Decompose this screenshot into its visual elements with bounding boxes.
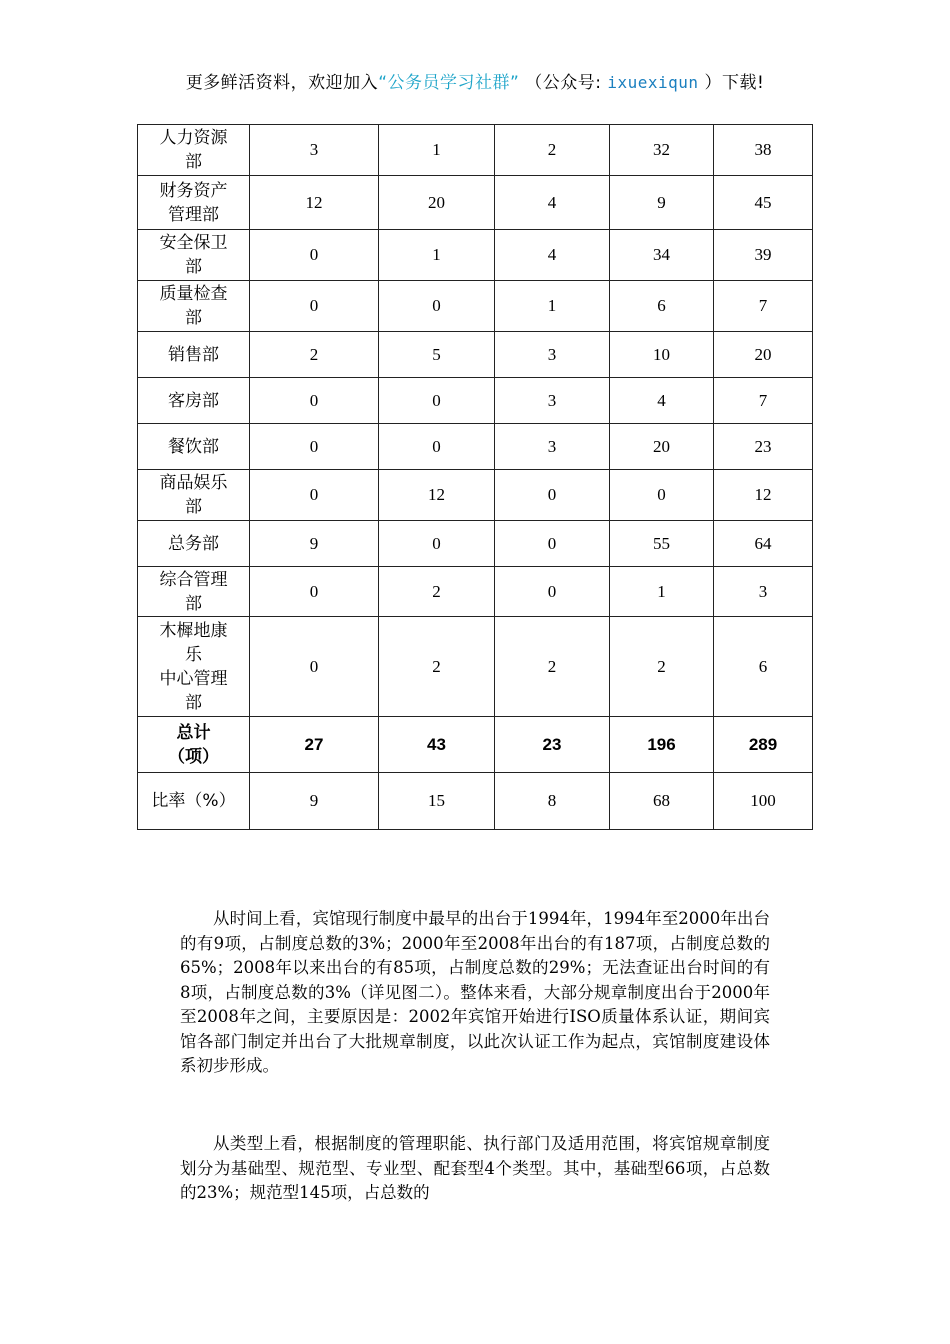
dept-cell: 安全保卫 部 <box>138 230 250 281</box>
value-cell: 289 <box>714 717 813 773</box>
value-cell: 0 <box>495 567 610 617</box>
value-cell: 5 <box>379 332 495 378</box>
value-cell: 3 <box>250 125 379 176</box>
value-cell: 7 <box>714 281 813 332</box>
table-row <box>138 281 813 332</box>
paragraph-type-analysis: 从类型上看，根据制度的管理职能、执行部门及适用范围，将宾馆规章制度划分为基础型、规范型、专业型、配套型4个类型。其中，基础型66项，占总数的23%；规范型145项，占总数的 <box>180 1134 770 1202</box>
community-name: “公务员学习社群” <box>378 73 520 93</box>
value-cell: 1 <box>495 281 610 332</box>
value-cell: 20 <box>379 176 495 230</box>
value-cell: 9 <box>250 773 379 830</box>
header-prefix: 更多鲜活资料，欢迎加入 <box>185 73 379 93</box>
table-row <box>138 378 813 424</box>
dept-cell: 客房部 <box>138 378 250 424</box>
value-cell: 100 <box>714 773 813 830</box>
value-cell: 196 <box>610 717 714 773</box>
value-cell: 27 <box>250 717 379 773</box>
value-cell: 0 <box>250 470 379 521</box>
dept-cell: 商品娱乐 部 <box>138 470 250 521</box>
page-header <box>0 68 950 93</box>
value-cell: 38 <box>714 125 813 176</box>
table-row <box>138 424 813 470</box>
table-row <box>138 230 813 281</box>
dept-cell: 总务部 <box>138 521 250 567</box>
dept-cell: 综合管理 部 <box>138 567 250 617</box>
value-cell: 3 <box>495 424 610 470</box>
value-cell: 23 <box>714 424 813 470</box>
value-cell: 12 <box>714 470 813 521</box>
value-cell: 0 <box>250 281 379 332</box>
table-row <box>138 717 813 773</box>
value-cell: 68 <box>610 773 714 830</box>
value-cell: 39 <box>714 230 813 281</box>
value-cell: 23 <box>495 717 610 773</box>
value-cell: 45 <box>714 176 813 230</box>
value-cell: 0 <box>250 378 379 424</box>
value-cell: 2 <box>379 617 495 717</box>
value-cell: 12 <box>379 470 495 521</box>
value-cell: 55 <box>610 521 714 567</box>
table-body <box>138 125 813 830</box>
value-cell: 4 <box>610 378 714 424</box>
value-cell: 2 <box>610 617 714 717</box>
account-id: ixuexiqun <box>607 73 699 92</box>
value-cell: 8 <box>495 773 610 830</box>
value-cell: 6 <box>610 281 714 332</box>
table-row <box>138 332 813 378</box>
dept-cell: 木樨地康 乐 中心管理 部 <box>138 617 250 717</box>
value-cell: 0 <box>379 281 495 332</box>
value-cell: 32 <box>610 125 714 176</box>
header-suffix: ）下载! <box>704 73 765 93</box>
value-cell: 2 <box>495 617 610 717</box>
value-cell: 7 <box>714 378 813 424</box>
value-cell: 0 <box>250 617 379 717</box>
value-cell: 0 <box>379 424 495 470</box>
table-row <box>138 176 813 230</box>
value-cell: 1 <box>379 125 495 176</box>
dept-cell: 餐饮部 <box>138 424 250 470</box>
value-cell: 0 <box>379 521 495 567</box>
value-cell: 20 <box>610 424 714 470</box>
table-row <box>138 773 813 830</box>
value-cell: 0 <box>495 470 610 521</box>
table-row <box>138 521 813 567</box>
value-cell: 15 <box>379 773 495 830</box>
value-cell: 0 <box>250 567 379 617</box>
account-label: （公众号: <box>525 73 602 93</box>
table-row <box>138 125 813 176</box>
dept-cell: 比率（%） <box>138 773 250 830</box>
value-cell: 1 <box>610 567 714 617</box>
table-row <box>138 617 813 717</box>
value-cell: 4 <box>495 230 610 281</box>
value-cell: 0 <box>495 521 610 567</box>
value-cell: 0 <box>610 470 714 521</box>
table-row <box>138 470 813 521</box>
regulation-stats-table <box>137 124 813 830</box>
value-cell: 3 <box>495 332 610 378</box>
value-cell: 9 <box>250 521 379 567</box>
dept-cell: 财务资产 管理部 <box>138 176 250 230</box>
value-cell: 0 <box>250 230 379 281</box>
dept-cell: 总计 （项） <box>138 717 250 773</box>
value-cell: 3 <box>495 378 610 424</box>
value-cell: 0 <box>250 424 379 470</box>
value-cell: 6 <box>714 617 813 717</box>
value-cell: 1 <box>379 230 495 281</box>
table-row <box>138 567 813 617</box>
value-cell: 9 <box>610 176 714 230</box>
value-cell: 2 <box>495 125 610 176</box>
value-cell: 43 <box>379 717 495 773</box>
paragraph-time-analysis: 从时间上看，宾馆现行制度中最早的出台于1994年，1994年至2000年出台的有9项，占制度总数的3%；2000年至2008年出台的有187项，占制度总数的65%；2008年以来出台的有85项，占制度总数的29%；无法查证出台时间的有8项，占制度总数的3%（详见图二）。整体来看，大部分规章制度出台于2000年至2008年之间，主要原因是：2002年宾馆开始进行ISO质量体系认证，期间宾馆各部门制定并出台了大批规章制度，以此次认证工作为起点，宾馆制度建设体系初步形成。 <box>180 909 770 1075</box>
value-cell: 20 <box>714 332 813 378</box>
dept-cell: 销售部 <box>138 332 250 378</box>
value-cell: 10 <box>610 332 714 378</box>
dept-cell: 人力资源 部 <box>138 125 250 176</box>
value-cell: 4 <box>495 176 610 230</box>
value-cell: 64 <box>714 521 813 567</box>
value-cell: 3 <box>714 567 813 617</box>
dept-cell: 质量检查 部 <box>138 281 250 332</box>
value-cell: 34 <box>610 230 714 281</box>
value-cell: 2 <box>250 332 379 378</box>
value-cell: 0 <box>379 378 495 424</box>
value-cell: 2 <box>379 567 495 617</box>
value-cell: 12 <box>250 176 379 230</box>
